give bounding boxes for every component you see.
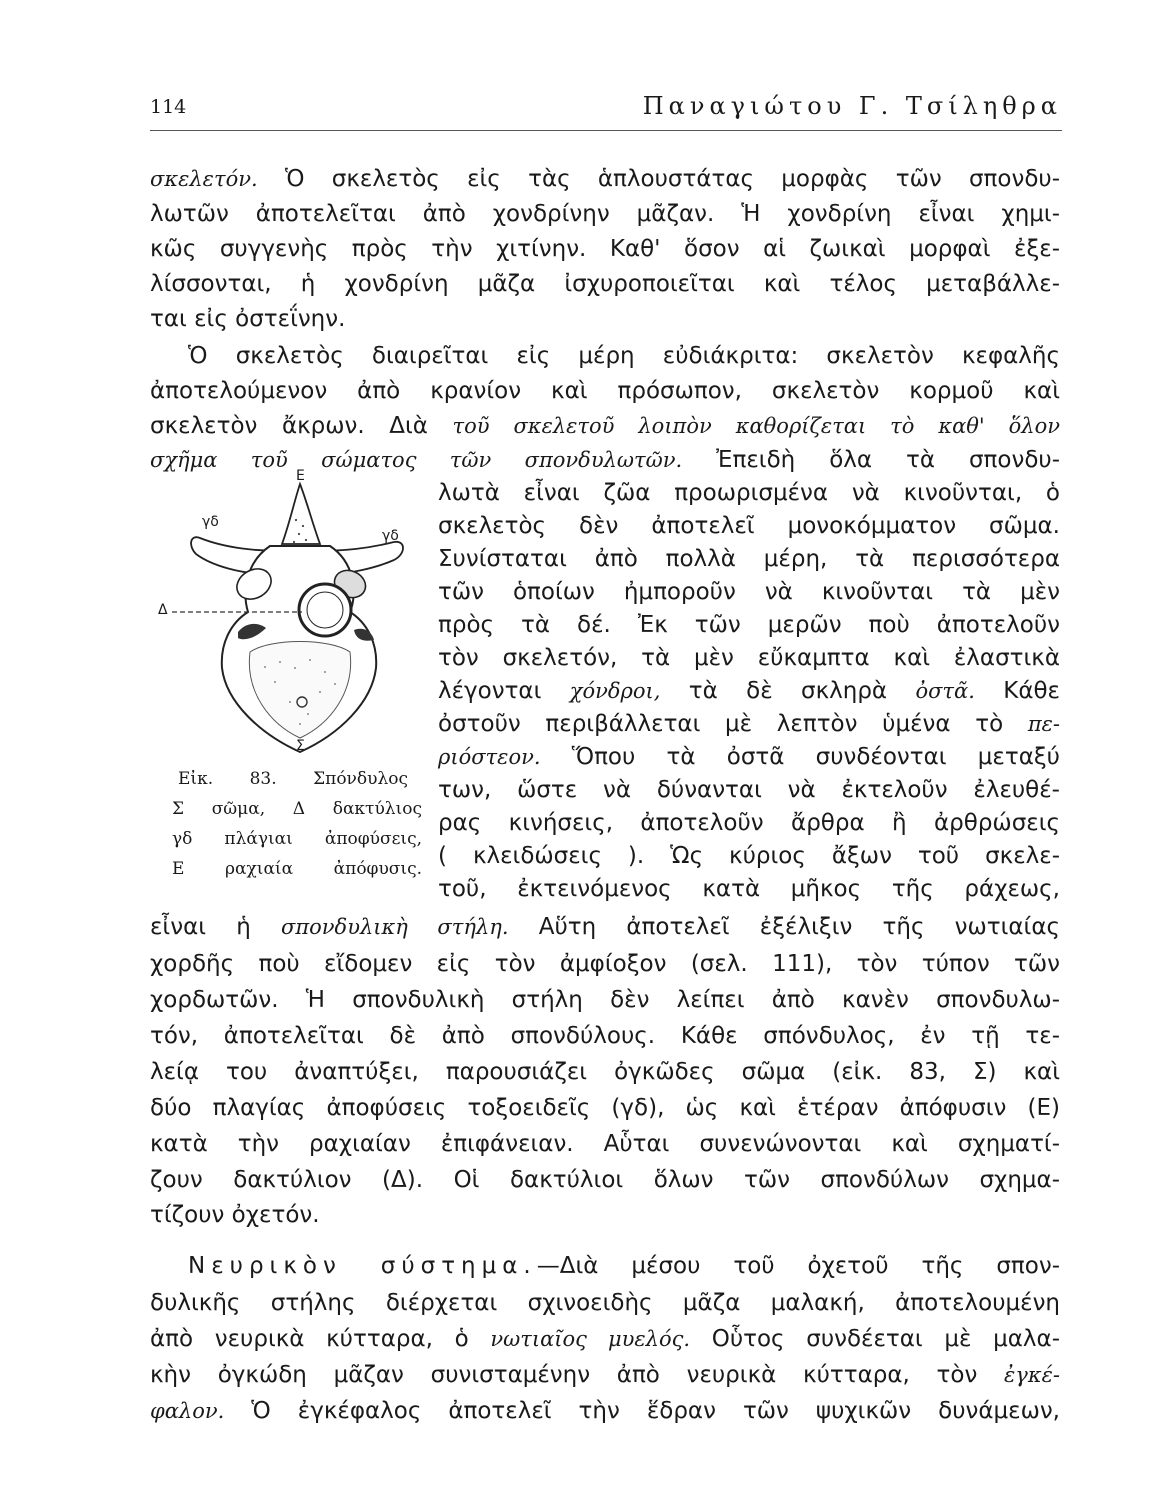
text-line: χορδῆς ποὺ εἴδομεν εἰς τὸν ἀμφίοξον (σελ. 111), τὸν τύπον τῶν	[150, 951, 1060, 977]
figure-label-sigma: Σ	[296, 738, 305, 754]
text-line: σκελετὸν ἄκρων. Διὰ τοῦ σκελετοῦ λοιπὸν καθορίζεται τὸ καθ' ὅλον	[150, 413, 1060, 439]
text-line: ριόστεον. Ὅπου τὰ ὀστᾶ συνδέονται μεταξύ	[438, 744, 1060, 770]
page-number: 114	[150, 96, 187, 118]
text-line: τοῦ, ἐκτεινόμενος κατὰ μῆκος τῆς ράχεως,	[438, 876, 1060, 902]
text-line: ζουν δακτύλιον (Δ). Οἱ δακτύλιοι ὅλων τῶν σπονδύλων σχημα-	[150, 1167, 1060, 1193]
vertebra-figure	[150, 462, 430, 762]
text-line: ὀστοῦν περιβάλλεται μὲ λεπτὸν ὑμένα τὸ πε-	[438, 711, 1060, 737]
text-line: λίσσονται, ἡ χονδρίνη μᾶζα ἰσχυροποιεῖται καὶ τέλος μεταβάλλε-	[150, 271, 1060, 297]
text-line: τίζουν ὀχετόν.	[150, 1202, 320, 1228]
text-line: Νευρικὸν σύστημα.—Διὰ μέσου τοῦ ὀχετοῦ τῆς σπον-	[188, 1253, 1060, 1279]
text-line: κῶς συγγενὴς πρὸς τὴν χιτίνην. Καθ' ὅσον αἱ ζωικαὶ μορφαὶ ἐξε-	[150, 236, 1060, 262]
text-line: εἶναι ἡ σπονδυλικὴ στήλη. Αὕτη ἀποτελεῖ ἐξέλιξιν τῆς νωτιαίας	[150, 914, 1060, 940]
text-line: των, ὥστε νὰ δύνανται νὰ ἐκτελοῦν ἐλευθέ-	[438, 777, 1060, 803]
text-line: ἀποτελούμενον ἀπὸ κρανίον καὶ πρόσωπον, σκελετὸν κορμοῦ καὶ	[150, 378, 1060, 404]
page-header	[150, 92, 1062, 131]
figure-label-delta: Δ	[158, 602, 168, 618]
section-heading: Νευρικὸν σύστημα.	[188, 1253, 537, 1279]
text-line: τόν, ἀποτελεῖται δὲ ἀπὸ σπονδύλους. Κάθε σπόνδυλος, ἐν τῇ τε-	[150, 1023, 1060, 1049]
figure-caption-line: γδ πλάγιαι ἀποφύσεις,	[172, 829, 422, 849]
figure-label-left: γδ	[202, 514, 219, 530]
text-line: δύο πλαγίας ἀποφύσεις τοξοειδεῖς (γδ), ὡς καὶ ἑτέραν ἀπόφυσιν (Ε)	[150, 1095, 1060, 1121]
running-head: Παναγιώτου Γ. Τσίληθρα	[642, 92, 1062, 120]
text-line: λωτὰ εἶναι ζῶα προωρισμένα νὰ κινοῦνται, ὁ	[438, 480, 1060, 506]
text-line: κατὰ τὴν ραχιαίαν ἐπιφάνειαν. Αὗται συνενώνονται καὶ σχηματί-	[150, 1131, 1060, 1157]
text-line: ἀπὸ νευρικὰ κύτταρα, ὁ νωτιαῖος μυελός. Οὗτος συνδέεται μὲ μαλα-	[150, 1326, 1060, 1352]
text-line: σκελετὸς δὲν ἀποτελεῖ μονοκόμματον σῶμα.	[438, 513, 1060, 539]
text-line: τὸν σκελετόν, τὰ μὲν εὔκαμπτα καὶ ἐλαστικὰ	[438, 645, 1060, 671]
figure-caption-line: Σ σῶμα, Δ δακτύλιος	[172, 799, 422, 819]
vertebra-drawing	[150, 462, 430, 762]
text-line: σκελετόν. Ὁ σκελετὸς εἰς τὰς ἁπλουστάτας μορφὰς τῶν σπονδυ-	[150, 166, 1060, 192]
text-line: τῶν ὁποίων ἠμποροῦν νὰ κινοῦνται τὰ μὲν	[438, 579, 1060, 605]
text-line: λωτῶν ἀποτελεῖται ἀπὸ χονδρίνην μᾶζαν. Ἡ χονδρίνη εἶναι χημι-	[150, 201, 1060, 227]
text-line: ( κλειδώσεις ). Ὡς κύριος ἄξων τοῦ σκελε-	[438, 843, 1060, 869]
figure-caption-line: Εἰκ. 83. Σπόνδυλος	[178, 769, 408, 789]
text-line: κὴν ὀγκώδη μᾶζαν συνισταμένην ἀπὸ νευρικὰ κύτταρα, τὸν ἐγκέ-	[150, 1362, 1060, 1388]
text-line: πρὸς τὰ δέ. Ἐκ τῶν μερῶν ποὺ ἀποτελοῦν	[438, 612, 1060, 638]
text-line: δυλικῆς στήλης διέρχεται σχινοειδὴς μᾶζα μαλακή, ἀποτελουμένη	[150, 1290, 1060, 1316]
text-line: Ὁ σκελετὸς διαιρεῖται εἰς μέρη εὐδιάκριτα: σκελετὸν κεφαλῆς	[188, 343, 1060, 369]
figure-label-e: Ε	[296, 468, 305, 484]
text-line: χορδωτῶν. Ἡ σπονδυλικὴ στήλη δὲν λείπει ἀπὸ κανὲν σπονδυλω-	[150, 987, 1060, 1013]
text-line: λέγονται χόνδροι, τὰ δὲ σκληρὰ ὀστᾶ. Κάθε	[438, 678, 1060, 704]
text-line: Συνίσταται ἀπὸ πολλὰ μέρη, τὰ περισσότερα	[438, 546, 1060, 572]
text-line: φαλον. Ὁ ἐγκέφαλος ἀποτελεῖ τὴν ἕδραν τῶν ψυχικῶν δυνάμεων,	[150, 1398, 1060, 1424]
figure-caption-line: Ε ραχιαία ἀπόφυσις.	[172, 859, 422, 879]
text-line: ρας κινήσεις, ἀποτελοῦν ἄρθρα ἢ ἀρθρώσεις	[438, 810, 1060, 836]
text-line: λείᾳ του ἀναπτύξει, παρουσιάζει ὀγκῶδες σῶμα (εἰκ. 83, Σ) καὶ	[150, 1059, 1060, 1085]
figure-label-right: γδ	[382, 528, 399, 544]
text-line: ται εἰς ὀστεΐνην.	[150, 306, 346, 332]
text-line: σχῆμα τοῦ σώματος τῶν σπονδυλωτῶν. Ἐπειδὴ ὅλα τὰ σπονδυ-	[150, 447, 1060, 473]
